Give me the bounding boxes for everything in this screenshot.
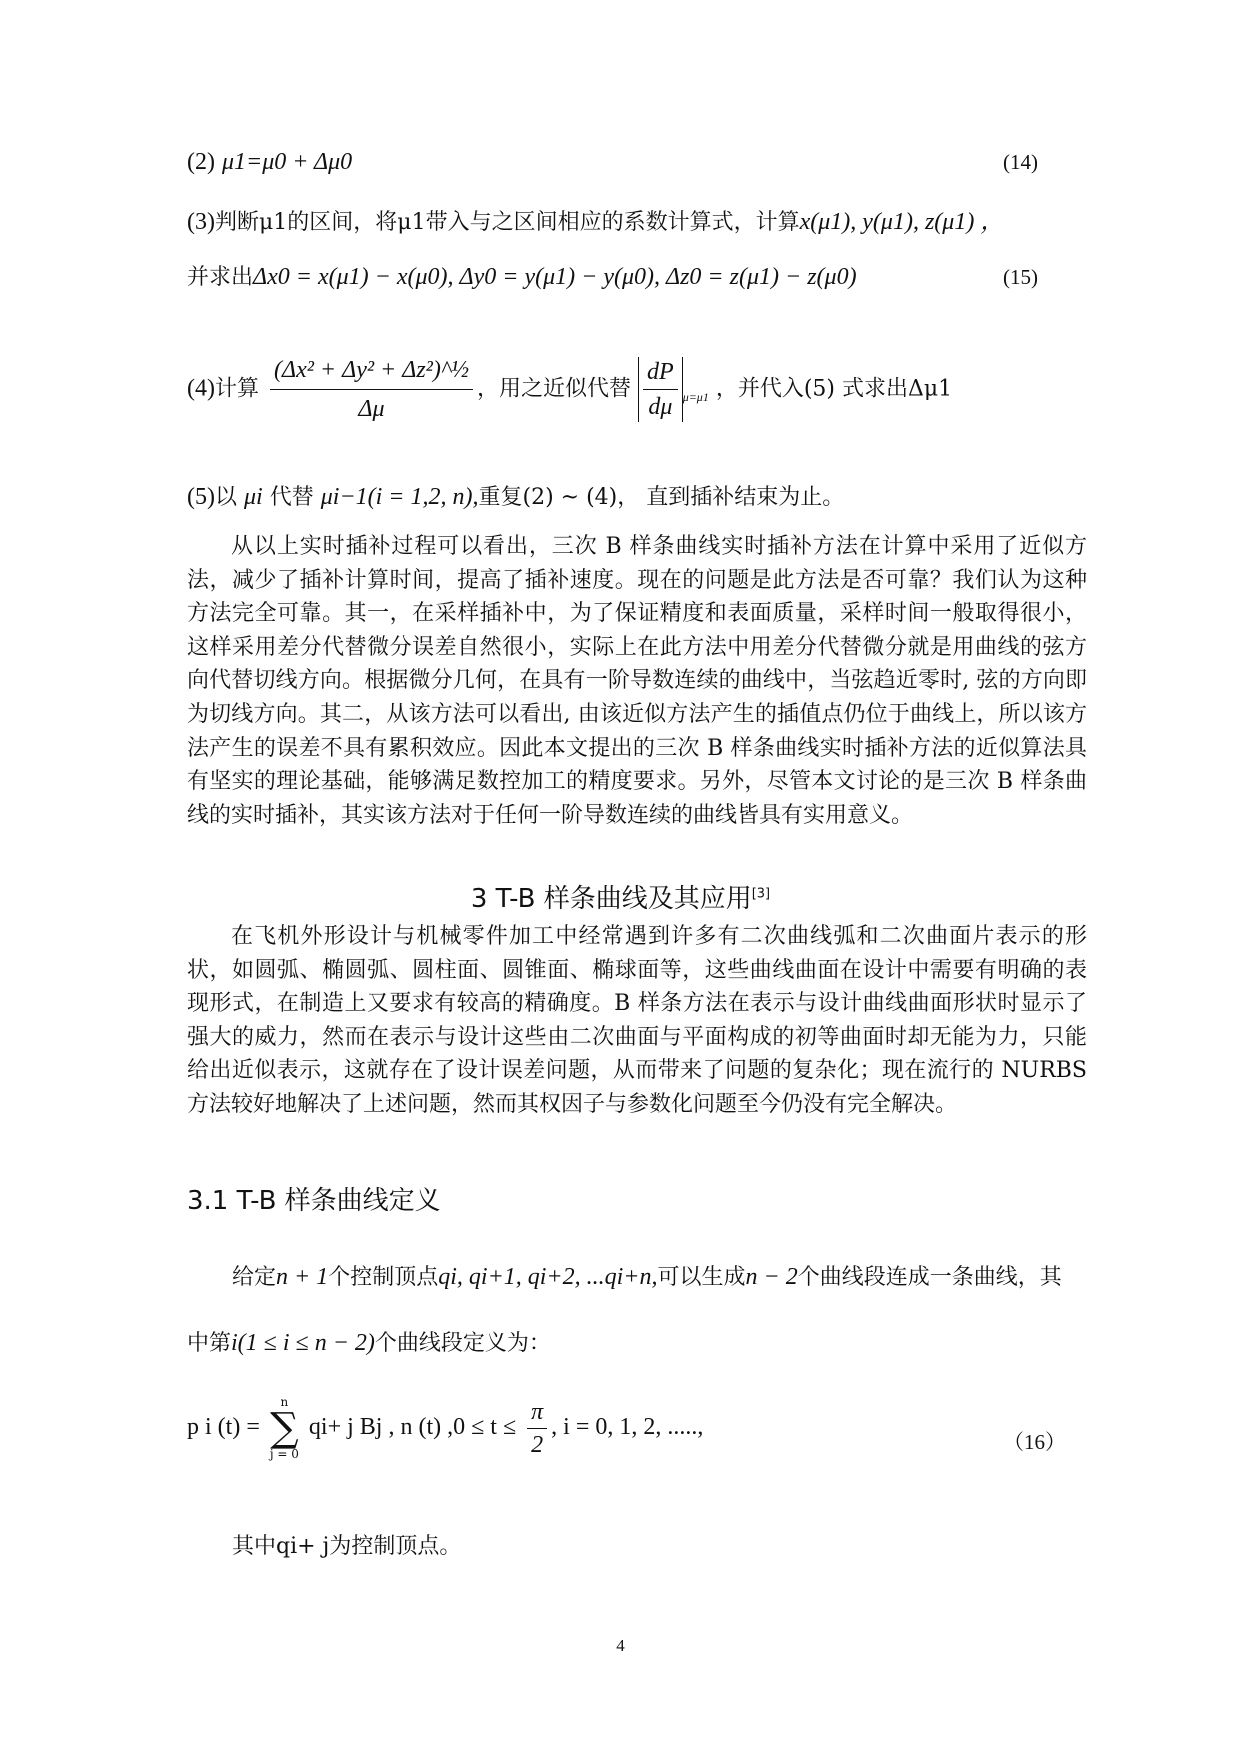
section-3-reference: [3]	[751, 886, 771, 902]
definition-expr-n-plus-1: n + 1	[276, 1264, 329, 1290]
summation	[270, 1396, 299, 1460]
step-3-equation: x(μ1), y(μ1), z(μ1) ，	[799, 209, 1005, 235]
step-4-text-1: 计算	[214, 376, 259, 402]
step-3-text: 判断μ1的区间，将μ1带入与之区间相应的系数计算式，计算	[214, 210, 800, 235]
definition-line-2-a: 中第	[187, 1331, 232, 1356]
equation-number-14: (14)	[1003, 150, 1038, 174]
equation-16-two: 2	[531, 1431, 544, 1458]
equation-16-rhs-2: , i = 0, 1, 2, .....,	[551, 1414, 704, 1440]
equation-16	[187, 1396, 703, 1460]
equation-16-pi-over-2	[527, 1398, 547, 1459]
definition-expr-segment-range: i(1 ≤ i ≤ n − 2)	[231, 1330, 375, 1356]
step-4-derivative-denominator: dμ	[648, 394, 673, 420]
definition-line-1-a: 给定	[232, 1265, 277, 1290]
summation-lower-limit: j = 0	[269, 1447, 299, 1461]
step-4-derivative-numerator: dP	[643, 357, 678, 390]
definition-expr-n-minus-2: n − 2	[745, 1264, 798, 1290]
equation-number-16: （16）	[1003, 1430, 1066, 1454]
step-3-label: (3)	[187, 209, 215, 235]
step-4-fraction	[270, 353, 473, 426]
step-5-expr-2: μi−1(i = 1,2, n),	[320, 484, 479, 510]
step-5-text-2: 代替	[269, 485, 314, 510]
body-paragraph	[187, 530, 1087, 832]
step-4-fraction-denominator: Δμ	[358, 396, 385, 422]
step-3b-equation: Δx0 = x(μ1) − x(μ0), Δy0 = y(μ1) − y(μ0), Δz0 = z(μ1) − z(μ0)	[253, 264, 857, 290]
definition-line-1	[232, 1262, 1062, 1293]
step-4-label: (4)	[187, 375, 215, 402]
step-4-text-3: ，并代入(5) 式求出Δμ1	[715, 376, 953, 402]
page-number: 4	[616, 1636, 625, 1655]
control-point-note: 其中qi+ j为控制顶点。	[232, 1534, 462, 1559]
step-5-label: (5)	[187, 484, 215, 510]
section-3-title: 3 T-B 样条曲线及其应用	[470, 884, 752, 914]
section-3-paragraph	[187, 920, 1087, 1122]
step-5-line	[187, 482, 844, 513]
step-2-equation: μ1=μ0 + Δμ0	[221, 149, 353, 175]
step-2-label: (2)	[187, 149, 215, 175]
step-3-line	[187, 207, 1004, 238]
step-5-text-1: 以	[214, 485, 237, 510]
step-5-text-3: 重复(2) ~ (4)， 直到插补结束为止。	[478, 485, 845, 510]
step-4-derivative-subscript: μ=μ1	[682, 389, 709, 404]
section-3-1-heading: 3.1 T-B 样条曲线定义	[187, 1186, 441, 1216]
summation-upper-limit: n	[280, 1395, 289, 1409]
step-3b-line	[187, 262, 857, 293]
section-3-paragraph-text: 在飞机外形设计与机械零件加工中经常遇到许多有二次曲线弧和二次曲面片表示的形状，如圆弧、椭圆弧、圆柱面、圆锥面、椭球面等，这些曲线曲面在设计中需要有明确的表现形式，在制造上又要求有较高的精确度。B 样条方法在表示与设计曲线曲面形状时显示了强大的威力，然而在表示与设计这些由二次曲面与平面构成的初等曲面时却无能为力，只能给出近似表示，这就存在了设计误差问题，从而带来了问题的复杂化；现在流行的 NURBS 方法较好地解决了上述问题，然而其权因子与参数化问题至今仍没有完全解决。	[187, 924, 1087, 1117]
step-4-text-2: ，用之近似代替	[477, 376, 632, 402]
step-2-line	[187, 147, 352, 178]
equation-16-rhs-1: qi+ j Bj , n (t) ,0 ≤ t ≤	[308, 1414, 517, 1440]
step-4-line	[187, 353, 952, 426]
definition-line-2	[187, 1328, 551, 1359]
step-4-derivative	[638, 357, 683, 422]
definition-line-1-b: 个控制顶点	[328, 1265, 439, 1290]
body-paragraph-text: 从以上实时插补过程可以看出，三次 B 样条曲线实时插补方法在计算中采用了近似方法，减少了插补计算时间，提高了插补速度。现在的问题是此方法是否可靠？我们认为这种方法完全可靠。其一，在采样插补中，为了保证精度和表面质量，采样时间一般取得很小，这样采用差分代替微分误差自然很小，实际上在此方法中用差分代替微分就是用曲线的弦方向代替切线方向。根据微分几何，在具有一阶导数连续的曲线中，当弦趋近零时, 弦的方向即为切线方向。其二，从该方法可以看出, 由该近似方法产生的插值点仍位于曲线上，所以该方法产生的误差不具有累积效应。因此本文提出的三次 B 样条曲线实时插补方法的近似算法具有坚实的理论基础，能够满足数控加工的精度要求。另外，尽管本文讨论的是三次 B 样条曲线的实时插补，其实该方法对于任何一阶导数连续的曲线皆具有实用意义。	[187, 534, 1087, 828]
definition-line-1-d: 个曲线段连成一条曲线，其	[797, 1265, 1062, 1290]
step-3b-text: 并求出	[187, 265, 254, 290]
definition-line-2-b: 个曲线段定义为：	[374, 1331, 551, 1356]
summation-sigma-icon: ∑	[270, 1405, 299, 1451]
definition-line-1-c: 可以生成	[657, 1265, 746, 1290]
step-5-expr-1: μi	[244, 484, 263, 510]
step-4-fraction-numerator: (Δx² + Δy² + Δz²)^½	[270, 353, 473, 390]
definition-expr-control-points: qi, qi+1, qi+2, ...qi+n,	[438, 1264, 658, 1290]
equation-16-pi: π	[527, 1398, 547, 1429]
equation-16-lhs: p i (t) =	[187, 1414, 260, 1440]
section-3-heading	[0, 878, 1241, 915]
equation-number-15: (15)	[1003, 265, 1038, 289]
